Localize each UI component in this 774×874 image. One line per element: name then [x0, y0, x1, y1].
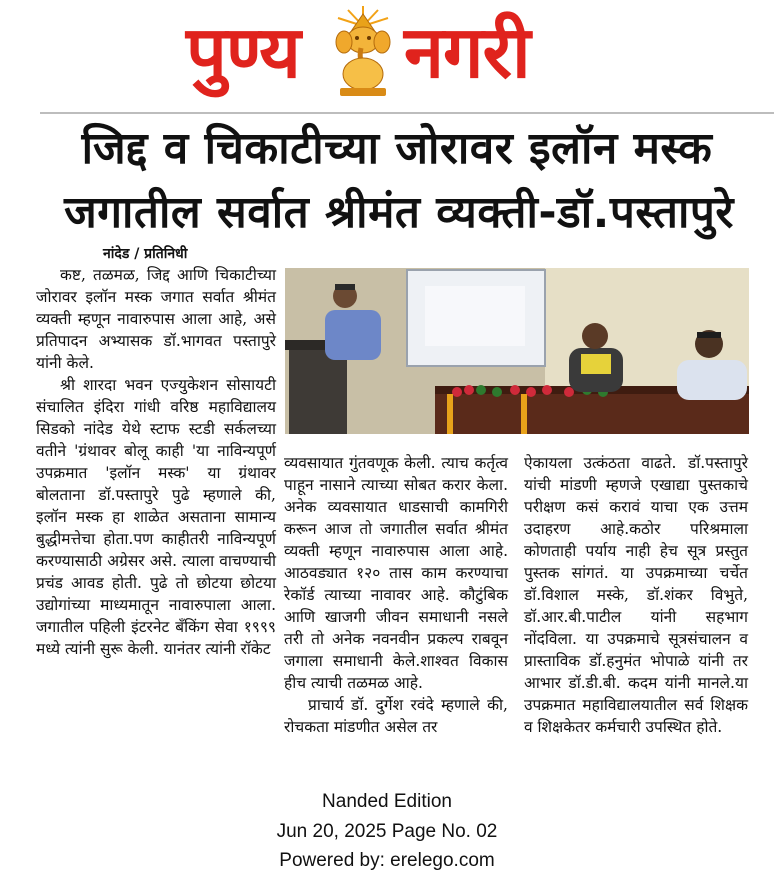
masthead-divider — [40, 112, 774, 114]
masthead — [0, 0, 774, 112]
event-photo-icon — [285, 268, 749, 434]
event-photo — [285, 268, 749, 434]
date-page-label: Jun 20, 2025 Page No. 02 — [276, 821, 498, 842]
brand-left-word: पुण्य — [186, 10, 300, 94]
article-column-3 — [524, 452, 748, 738]
article-column-1 — [36, 264, 276, 660]
article-paragraph: श्री शारदा भवन एज्युकेशन सोसायटी संचालित इंदिरा गांधी वरिष्ठ महाविद्यालय सिडको नांदेड येथे स्टाफ स्टडी सर्कलच्या वतीने 'ग्रंथावर बोलू काही 'या नाविन्यपूर्ण उपक्रमात 'इलॉन मस्क' या ग्रंथावर बोलताना डॉ.पस्तापुरे पुढे म्हणाले की, इलॉन मस्क हा शाळेत असताना सामान्य बुद्धीमत्तेचा होता.पण काहीतरी नाविन्यपूर्ण करण्यासाठी अग्रेसर असे. त्याला वाचण्याची प्रचंड आवड होती. पुढे तो छोटया छोटया उद्योगांच्या माध्यमातून नावारुपाला आला. जगातील पहिली इंटरनेट बँकिंग सेवा १९९९ मध्ये त्यांनी सुरू केली. यानंतर त्यांनी रॉकेट — [36, 376, 276, 658]
article-column-2 — [284, 452, 508, 738]
headline-line-1: जिद्द व चिकाटीच्या जोरावर इलॉन मस्क — [81, 123, 713, 174]
edition-label: Nanded Edition — [322, 791, 452, 812]
article-paragraph: ऐकायला उत्कंठता वाढते. डॉ.पस्तापुरे यांची मांडणी म्हणजे एखाद्या पुस्तकाचे परीक्षण कसं करावं याचा एक उत्तम उदाहरण आहे.कठोर परिश्रमाला कोणताही पर्याय नाही हेच सूत्र प्रस्तुत पुस्तक सांगतं. या उपक्रमाच्या चर्चेत डॉ.विशाल मस्के, डॉ.शंकर विभुते, डॉ.आर.बी.पाटील यांनी सहभाग नोंदविला. या उपक्रमाचे सूत्रसंचालन व प्रास्ताविक डॉ.हनुमंत भोपाळे यांनी तर आभार डॉ.डी.बी. कदम यांनी मानले.या उपक्रमात महाविद्यालयातील सर्व शिक्षक व शिक्षकेतर कर्मचारी उपस्थित होते. — [524, 454, 748, 736]
dateline: नांदेड / प्रतिनिधी — [103, 246, 188, 262]
headline-line-2: जगातील सर्वात श्रीमंत व्यक्ती-डॉ.पस्तापुरे — [64, 187, 734, 238]
article-paragraph: व्यवसायात गुंतवणूक केली. त्याच कर्तृत्व पाहून नासाने त्याच्या सोबत करार केला. अनेक व्यवसायात धाडसाची कामगिरी करून आज तो जगातील सर्वात श्रीमंत व्यक्ती म्हणून नावारुपास आला आहे. आठवड्यात १२० तास काम करण्याचा रेकॉर्ड त्याच्या नावावर आहे. कौटुंबिक आणि खाजगी जीवन समाधानी नसले तरी तो अनेक नवनवीन प्रकल्प राबवून जगाला समाधानी केले.शाश्वत विकास हीच त्याची तळमळ आहे. — [284, 454, 508, 692]
ganesha-emblem-icon — [328, 4, 398, 98]
article-paragraph: कष्ट, तळमळ, जिद्द आणि चिकाटीच्या जोरावर इलॉन मस्क जगात सर्वात श्रीमंत व्यक्ती म्हणून नावारुपास आला आहे, असे प्रतिपादन अभ्यासक डॉ.भागवत पस्तापुरे यांनी केले. — [36, 266, 276, 372]
article-paragraph: प्राचार्य डॉ. दुर्गेश रवंदे म्हणाले की, रोचकता मांडणीत असेल तर — [284, 696, 508, 736]
powered-by-label: Powered by: erelego.com — [279, 850, 495, 871]
brand-right-word: नगरी — [404, 10, 530, 94]
